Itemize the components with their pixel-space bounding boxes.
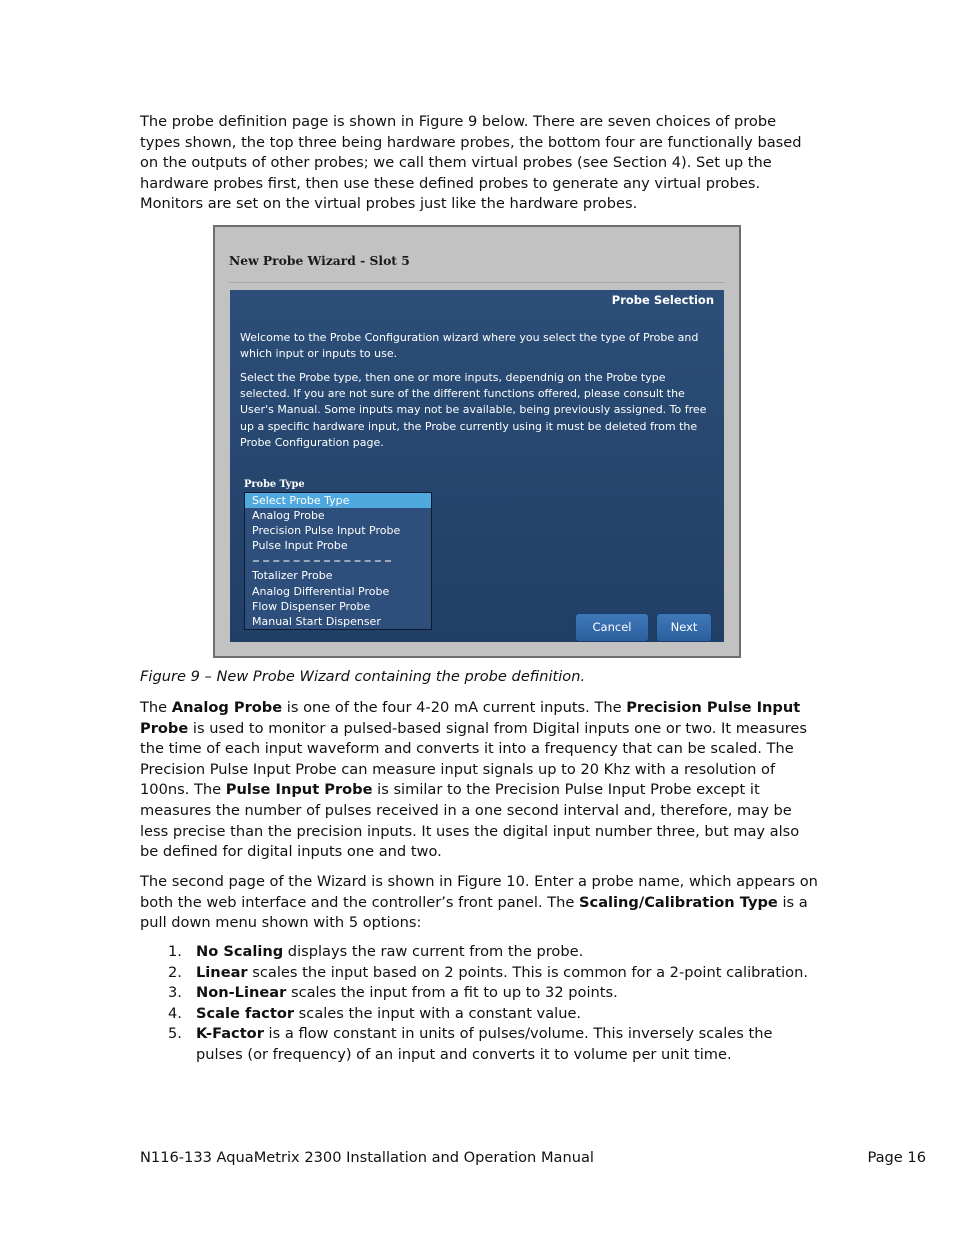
term-precision-pulse-input-probe: Precision Pulse Input Probe [140, 699, 801, 737]
option-analog-probe[interactable]: Analog Probe [252, 509, 325, 523]
term-analog-probe: Analog Probe [171, 699, 283, 716]
next-button[interactable]: Next [656, 613, 712, 642]
option-flow-dispenser-probe[interactable]: Flow Dispenser Probe [252, 599, 371, 613]
list-number: 1. [168, 943, 182, 960]
list-item [140, 942, 820, 963]
list-desc: scales the input from a fit to up to 32 points. [286, 984, 618, 1002]
instructions-text: Select the Probe type, then one or more inputs, dependnig on the Probe type selected. If you are not sure of the different functions offered, please consult the User's Manual. Some inputs may not be available, being previously assigned. To free up a specific hardware input, the Probe currently using it must be deleted from the Probe Configuration page. [240, 371, 707, 449]
list-term: Linear [196, 963, 248, 981]
list-number: 5. [168, 1025, 182, 1043]
option-select-probe-type[interactable]: Select Probe Type [245, 493, 431, 508]
option-manual-start-dispenser[interactable]: Manual Start Dispenser [252, 614, 381, 628]
text-span: is used to monitor a pulsed-based signal from Digital inputs one or two. It measures the time of each input waveform and converts it into a frequency that can be scaled. The Precision Pulse Input Probe can measure input signals up to 20 Khz with a resolution of 100ns. The [140, 719, 807, 799]
list-term: K-Factor [196, 1025, 264, 1043]
probe-type-label: Probe Type [244, 479, 305, 490]
probe-type-listbox[interactable] [244, 492, 432, 630]
list-item [140, 983, 820, 1004]
cancel-button[interactable]: Cancel [575, 613, 649, 642]
probe-selection-panel [230, 290, 724, 642]
text-span: is similar to the Precision Pulse Input Probe except it measures the number of pulses received in a one second interval and, therefore, may be less precise than the precision inputs. It uses the digital input number three, but may also be defined for digital inputs one and two. [140, 781, 800, 861]
probe-wizard-screenshot [213, 225, 741, 658]
intro-paragraph: The probe definition page is shown in Figure 9 below. There are seven choices of probe types shown, the top three being hardware probes, the bottom four are functionally based on the outputs of other probes; we call them virtual probes (see Section 4). Set up the hardware probes first, then use these defined probes to generate any virtual probes. Monitors are set on the virtual probes just like the hardware probes. [140, 113, 802, 213]
option-precision-pulse-input-probe[interactable]: Precision Pulse Input Probe [252, 524, 401, 538]
list-item [140, 1024, 820, 1065]
list-term: Non-Linear [196, 984, 287, 1002]
footer-page-number: Page 16 [867, 1149, 926, 1166]
wizard-divider [229, 282, 725, 283]
figure-caption: Figure 9 – New Probe Wizard containing the probe definition. [140, 668, 586, 685]
text-span: The second page of the Wizard is shown in Figure 10. Enter a probe name, which appears on both the web interface and the controller’s front panel. The [140, 873, 818, 911]
list-desc: displays the raw current from the probe. [283, 943, 584, 960]
text-span: is a pull down menu shown with 5 options: [140, 893, 808, 932]
panel-heading: Probe Selection [611, 293, 714, 307]
text-span: The [140, 699, 172, 716]
footer-manual-title: N116-133 AquaMetrix 2300 Installation and Operation Manual [140, 1149, 594, 1166]
list-number: 4. [168, 1004, 182, 1022]
welcome-text: Welcome to the Probe Configuration wizard where you select the type of Probe and which input or inputs to use. [240, 331, 699, 361]
list-number: 3. [168, 984, 182, 1002]
list-term: No Scaling [196, 943, 284, 960]
option-pulse-input-probe[interactable]: Pulse Input Probe [252, 539, 348, 553]
list-number: 2. [168, 963, 182, 981]
option-separator [245, 553, 431, 568]
probe-types-paragraph [140, 698, 820, 863]
wizard-page-two-paragraph [140, 872, 820, 934]
list-item [140, 1004, 820, 1025]
list-desc: scales the input based on 2 points. This is common for a 2-point calibration. [247, 963, 808, 981]
list-item [140, 963, 820, 984]
wizard-title: New Probe Wizard - Slot 5 [229, 253, 410, 268]
text-span: is one of the four 4-20 mA current inputs. The [282, 699, 627, 716]
list-desc: scales the input with a constant value. [294, 1004, 582, 1022]
scaling-options-list [140, 942, 820, 1066]
term-scaling-calibration-type: Scaling/Calibration Type [579, 893, 778, 911]
list-term: Scale factor [196, 1004, 295, 1022]
term-pulse-input-probe: Pulse Input Probe [225, 781, 373, 799]
option-analog-differential-probe[interactable]: Analog Differential Probe [252, 584, 390, 598]
list-desc: is a flow constant in units of pulses/volume. This inversely scales the pulses (or frequency) of an input and converts it to volume per unit time. [196, 1025, 773, 1063]
option-totalizer-probe[interactable]: Totalizer Probe [252, 569, 333, 583]
